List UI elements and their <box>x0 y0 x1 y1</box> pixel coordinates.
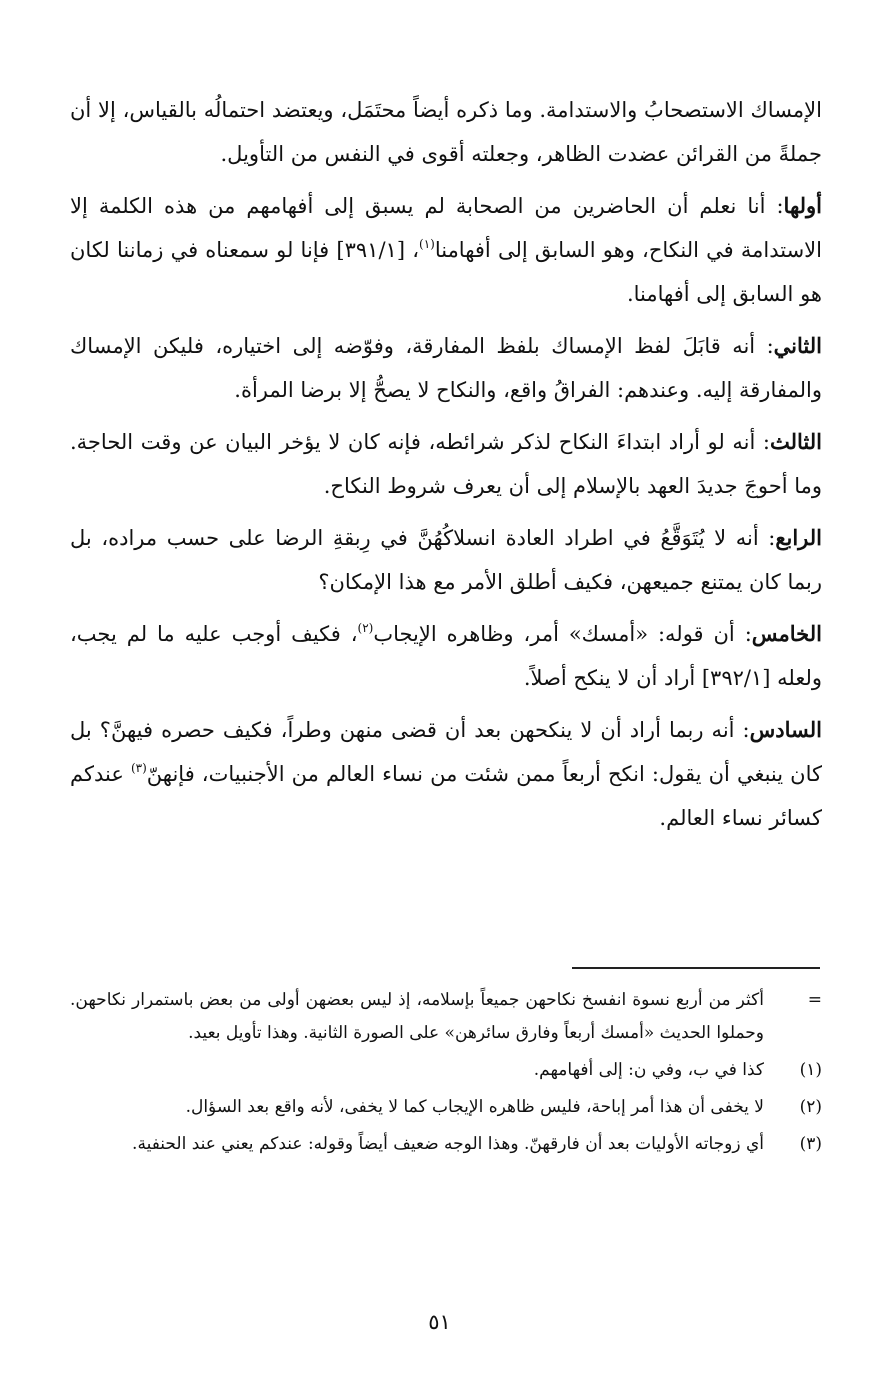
paragraph-lead: الثاني <box>773 333 822 358</box>
footnote-reference: (٢) <box>357 621 374 635</box>
footnote-marker: (٢) <box>799 1097 822 1117</box>
paragraph-lead: السادس <box>749 717 822 742</box>
main-text <box>70 88 822 848</box>
footnote-reference: (٣) <box>130 761 147 775</box>
paragraph-text: الإمساك الاستصحابُ والاستدامة. وما ذكره أيضاً محتَمَل، ويعتضد احتمالُه بالقياس، إلا أن جملةً من القرائن عضدت الظاهر، وجعلته أقوى في النفس من التأويل. <box>70 98 822 166</box>
footnote-text: لا يخفى أن هذا أمر إباحة، فليس ظاهره الإيجاب كما لا يخفى، لأنه واقع بعد السؤال. <box>185 1097 764 1117</box>
footnote-3 <box>70 1128 822 1161</box>
paragraph-lead: الثالث <box>770 429 822 454</box>
paragraph-text-continued: ، [٣٩١/١] فإنا لو سمعناه في زماننا لكان هو السابق إلى أفهامنا. <box>70 238 822 306</box>
footnote-continued <box>70 984 822 1050</box>
paragraph-fourth <box>70 516 822 604</box>
footnote-1 <box>70 1054 822 1087</box>
footnotes <box>70 984 822 1165</box>
paragraph-text: : أنا نعلم أن الحاضرين من الصحابة لم يسبق إلى أفهامهم من هذه الكلمة إلا الاستدامة في النكاح، وهو السابق إلى أفهامنا <box>70 194 822 262</box>
paragraph-intro <box>70 88 822 176</box>
footnote-marker: (١) <box>799 1060 822 1080</box>
footnote-separator <box>572 967 820 969</box>
footnote-text: أكثر من أربع نسوة انفسخ نكاحهن جميعاً بإسلامه، إذ ليس بعضهن أولى من بعض باستمرار نكاحهن. وحملوا الحديث «أمسك أربعاً وفارق سائرهن» على الصورة الثانية. وهذا تأويل بعيد. <box>70 990 764 1043</box>
footnote-text: كذا في ب، وفي ن: إلى أفهامهم. <box>533 1060 764 1080</box>
paragraph-text: : أنه ربما أراد أن لا ينكحهن بعد أن قضى منهن وطراً، فكيف حصره فيهنَّ؟ بل كان ينبغي أن يقول: انكح أربعاً ممن شئت من نساء العالم من الأجنبيات، فإنهنّ <box>70 718 822 786</box>
paragraph-text: : أنه قابَلَ لفظ الإمساك بلفظ المفارقة، وفوّضه إلى اختياره، فليكن الإمساك والمفارقة إليه. وعندهم: الفراقُ واقع، والنكاح لا يصحُّ إلا برضا المرأة. <box>70 334 822 402</box>
paragraph-text: : أن قوله: «أمسك» أمر، وظاهره الإيجاب <box>373 622 752 646</box>
paragraph-text-continued: عندكم كسائر نساء العالم. <box>70 762 822 830</box>
footnote-text: أي زوجاته الأوليات بعد أن فارقهنّ. وهذا الوجه ضعيف أيضاً وقوله: عندكم يعني عند الحنفية. <box>132 1134 764 1154</box>
paragraph-fifth <box>70 612 822 700</box>
paragraph-text: : أنه لا يُتَوَقَّعُ في اطراد العادة انسلاكُهُنَّ في رِبقةِ الرضا على حسب مراده، بل ربما كان يمتنع جميعهن، فكيف أطلق الأمر مع هذا الإمكان؟ <box>70 526 822 594</box>
paragraph-text-continued: ، فكيف أوجب عليه ما لم يجب، ولعله [٣٩٢/١] أراد أن لا ينكح أصلاً. <box>70 622 822 690</box>
footnote-reference: (١) <box>419 237 435 251</box>
footnote-marker: (٣) <box>799 1134 822 1154</box>
paragraph-third <box>70 420 822 508</box>
page-number: ٥١ <box>428 1310 451 1334</box>
paragraph-text: : أنه لو أراد ابتداءَ النكاح لذكر شرائطه، فإنه كان لا يؤخر البيان عن وقت الحاجة. وما أحوجَ جديدَ العهد بالإسلام إلى أن يعرف شروط النكاح. <box>70 430 822 498</box>
paragraph-lead: أولها <box>783 193 822 218</box>
paragraph-lead: الخامس <box>751 621 822 646</box>
paragraph-sixth <box>70 708 822 840</box>
paragraph-second <box>70 324 822 412</box>
paragraph-lead: الرابع <box>775 525 822 550</box>
footnote-marker: = <box>807 990 822 1010</box>
paragraph-first <box>70 184 822 316</box>
footnote-2 <box>70 1091 822 1124</box>
